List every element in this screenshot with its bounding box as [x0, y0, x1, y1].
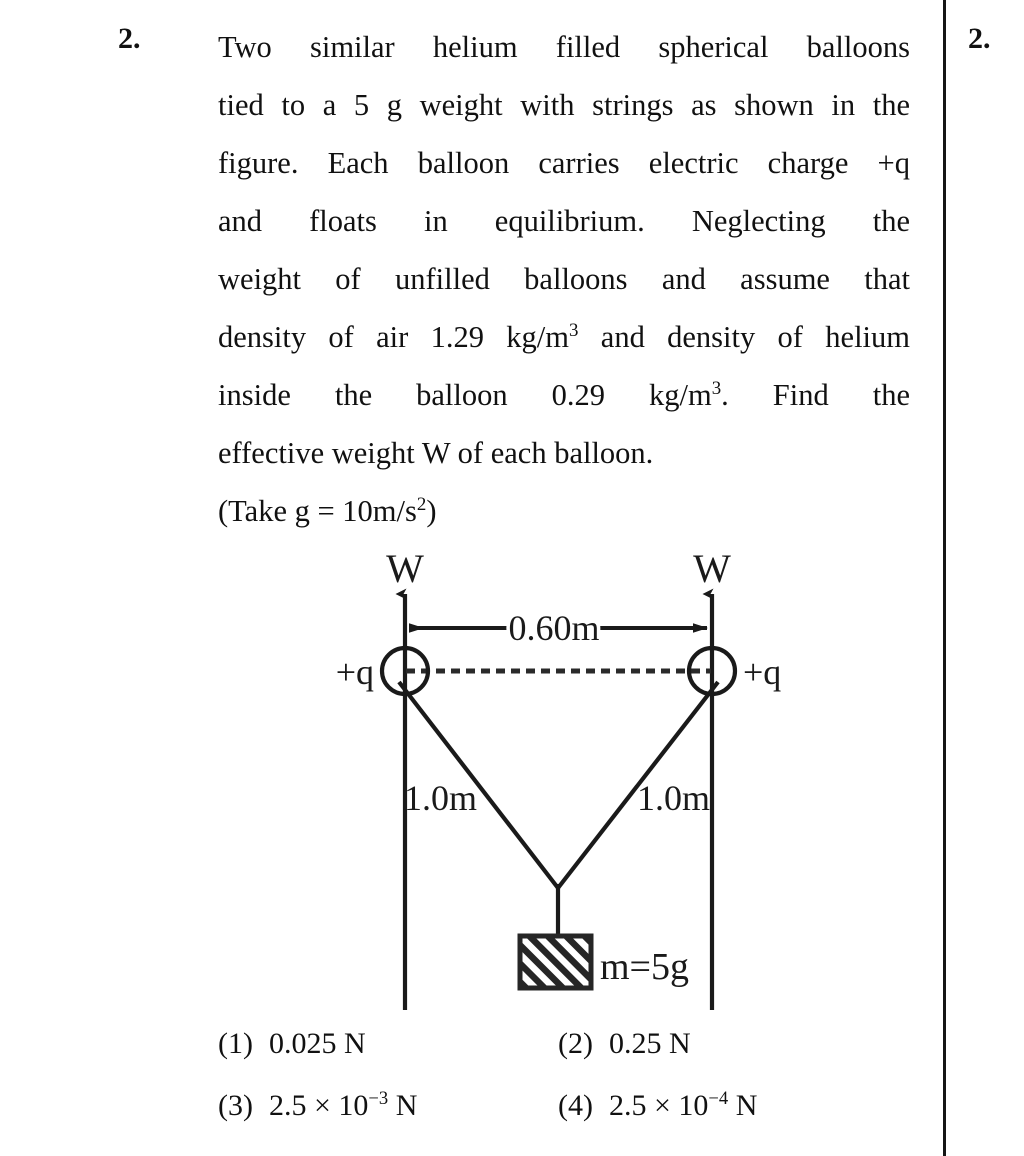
force-label-right: W [693, 546, 731, 591]
question-line-density-helium [218, 366, 910, 424]
take-g-post: ) [426, 494, 437, 528]
option-1-label: (1) [218, 1027, 253, 1060]
question-line-5: weight of unfilled balloons and assume that [218, 262, 910, 296]
string-length-label-right: 1.0m [637, 778, 711, 818]
option-4-unit: N [728, 1089, 758, 1122]
option-2[interactable] [558, 1024, 691, 1064]
option-3-mantissa: 2.5 × 10 [268, 1089, 369, 1122]
option-4-exponent: −4 [708, 1088, 729, 1109]
option-4[interactable] [558, 1086, 757, 1126]
question-line-density-air [218, 308, 910, 366]
question-number-right: 2. [968, 22, 991, 55]
take-g-superscript: 2 [416, 493, 427, 515]
string-length-label-left: 1.0m [404, 778, 478, 818]
density-helium-pre: inside the balloon 0.29 kg/m [218, 378, 712, 412]
option-3-unit: N [388, 1089, 418, 1122]
force-label-left: W [386, 546, 424, 591]
density-helium-post: . Find the [721, 378, 910, 412]
option-row-1 [218, 1024, 918, 1086]
option-row-2 [218, 1086, 918, 1148]
question-text-block [218, 18, 910, 540]
option-4-text [609, 1086, 757, 1126]
option-3-text [269, 1086, 417, 1126]
mass-block [520, 936, 591, 988]
question-line-take-g [218, 482, 910, 540]
density-air-post: and density of helium [578, 320, 910, 354]
option-4-label: (4) [558, 1089, 593, 1122]
option-3-label: (3) [218, 1089, 253, 1122]
option-2-text: 0.25 N [608, 1027, 691, 1060]
answer-options [218, 1024, 918, 1148]
question-line-2: tied to a 5 g weight with strings as shown in the [218, 88, 910, 122]
density-helium-superscript: 3 [711, 377, 722, 399]
question-number-left: 2. [118, 22, 141, 55]
charge-label-right: +q [743, 652, 782, 692]
separation-label: 0.60m [508, 608, 600, 648]
density-air-pre: density of air 1.29 kg/m [218, 320, 570, 354]
take-g-pre: (Take g = 10m/s [218, 494, 417, 528]
balloon-force-diagram [0, 540, 944, 1010]
option-2-label: (2) [558, 1027, 593, 1060]
mass-label: m=5g [600, 946, 689, 988]
question-line-4: and floats in equilibrium. Neglecting the [218, 204, 910, 238]
charge-label-left: +q [335, 652, 374, 692]
density-air-superscript: 3 [569, 319, 579, 341]
option-3[interactable] [218, 1086, 558, 1126]
question-line-3: figure. Each balloon carries electric charge +q [218, 146, 910, 180]
question-line-1: Two similar helium filled spherical balloons [218, 30, 910, 64]
option-1[interactable] [218, 1024, 558, 1064]
question-line-effective-weight: effective weight W of each balloon. [218, 436, 654, 470]
option-1-text: 0.025 N [268, 1027, 366, 1060]
option-3-exponent: −3 [368, 1088, 389, 1109]
option-4-mantissa: 2.5 × 10 [608, 1089, 709, 1122]
